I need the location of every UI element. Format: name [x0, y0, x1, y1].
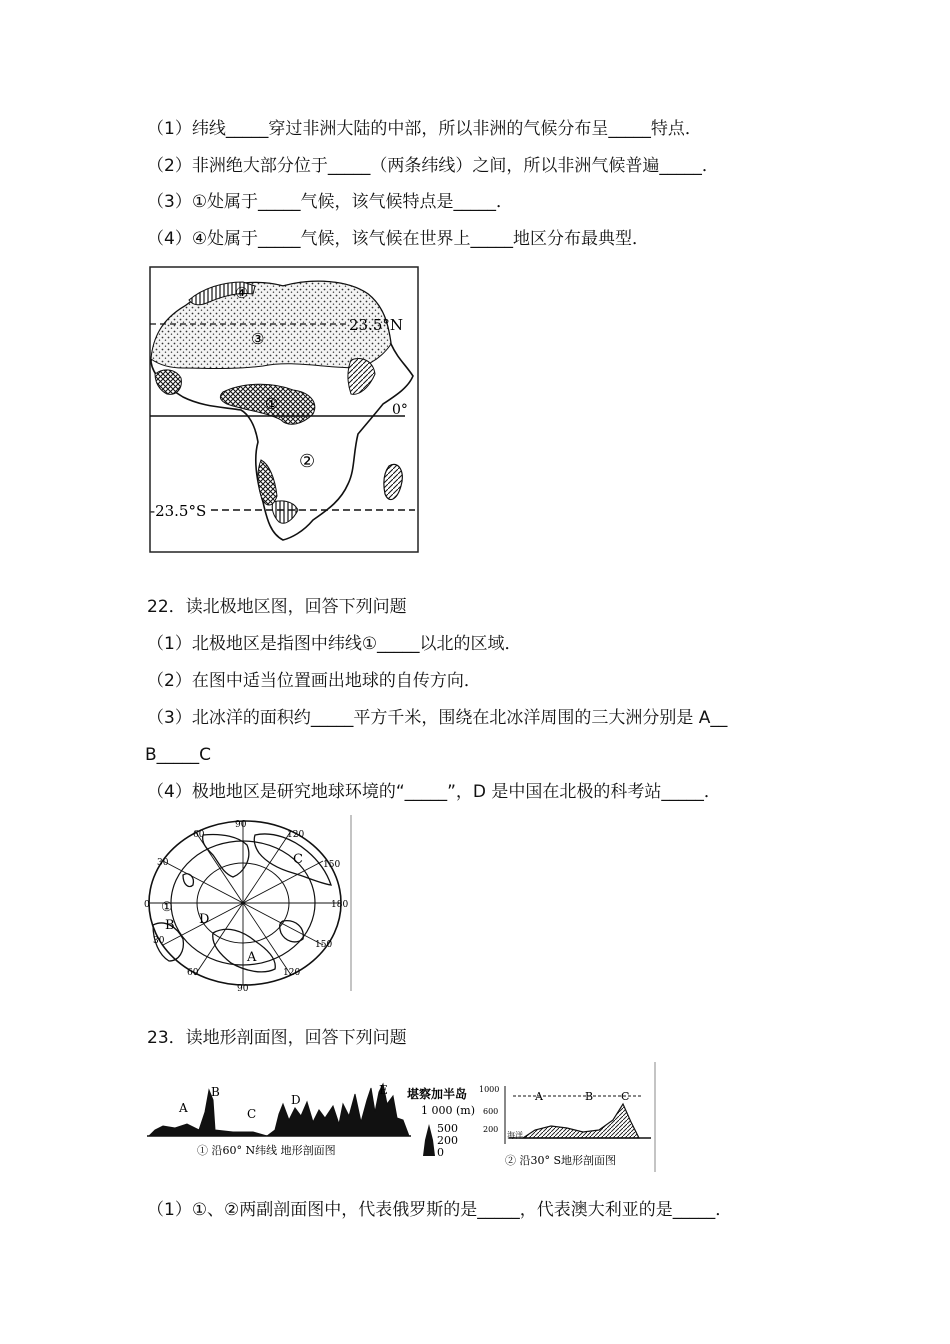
label-23-5s: -23.5°S — [150, 502, 207, 520]
profile-1-letter-a: A — [179, 1101, 188, 1115]
profile-2-letter-b: B — [585, 1090, 594, 1103]
q22-line-1: （1）北极地区是指图中纬线①_____以北的区域． — [147, 634, 522, 654]
arctic-map — [143, 815, 355, 993]
q23-line-1: （1）①、②两副剖面图中，代表俄罗斯的是_____，代表澳大利亚的是_____． — [147, 1200, 733, 1220]
deg-120-br: 120 — [283, 968, 301, 978]
deg-60-tl: 60 — [193, 830, 205, 840]
marker-circle-1: ① — [161, 900, 173, 915]
profile-2-terrain — [523, 1104, 639, 1138]
deg-150-br: 150 — [315, 940, 333, 950]
label-23-5n: 23.5°N — [349, 316, 404, 334]
q22-title: 22．读北极地区图，回答下列问题 — [147, 597, 407, 617]
profile-1-terrain — [149, 1084, 409, 1136]
profile-1-caption: ① 沿60° N纬线 地形剖面图 — [197, 1144, 336, 1157]
letter-a: A — [247, 950, 257, 965]
profile-2-letter-c: C — [621, 1090, 630, 1103]
kamchatka-tick-200: 200 — [437, 1134, 458, 1147]
profile-1-letter-c: C — [247, 1107, 257, 1121]
kamchatka-tick-500: 500 — [437, 1122, 458, 1135]
q21-line-3: （3）①处属于_____气候，该气候特点是_____． — [147, 192, 514, 212]
letter-b: B — [165, 918, 175, 933]
label-equator: 0° — [392, 402, 408, 418]
label-region-4: ④ — [235, 284, 249, 302]
deg-0: 0 — [144, 900, 150, 910]
madagascar — [384, 464, 402, 499]
q22-line-5: （4）极地地区是研究地球环境的“_____”，D 是中国在北极的科考站_____． — [147, 782, 721, 802]
profile-2-ytick-1000: 1000 — [479, 1085, 500, 1094]
q22-line-3: （3）北冰洋的面积约_____平方千米，围绕在北冰洋周围的三大洲分别是 A__ — [147, 708, 728, 728]
kamchatka-unit: 1 000 (m) — [421, 1104, 476, 1117]
profile-2-caption: ② 沿30° S地形剖面图 — [505, 1154, 617, 1167]
label-region-3: ③ — [251, 330, 265, 348]
deg-30-l: 30 — [157, 858, 169, 868]
deg-90-bottom: 90 — [237, 984, 249, 993]
kamchatka-title: 堪察加半岛 — [407, 1087, 468, 1101]
label-region-2: ② — [299, 451, 316, 472]
profile-2-sea: 海洋 — [507, 1131, 523, 1140]
terrain-profiles — [143, 1060, 658, 1175]
q23-title: 23．读地形剖面图，回答下列问题 — [147, 1028, 407, 1048]
deg-180: 180 — [331, 900, 349, 910]
profile-1-letter-e: E — [379, 1083, 388, 1097]
profile-2-ytick-200: 200 — [483, 1125, 499, 1134]
profile-1-letter-b: B — [211, 1085, 220, 1099]
profile-1-letter-d: D — [291, 1093, 301, 1107]
profile-2-letter-a: A — [535, 1090, 543, 1103]
africa-climate-map — [143, 264, 423, 564]
deg-90-top: 90 — [235, 820, 247, 830]
deg-120-tr: 120 — [287, 830, 305, 840]
deg-150-r: 150 — [323, 860, 341, 870]
profile-2-ytick-600: 600 — [483, 1107, 499, 1116]
letter-c: C — [293, 852, 303, 867]
q21-line-1: （1）纬线_____穿过非洲大陆的中部，所以非洲的气候分布呈_____特点． — [147, 119, 702, 139]
savanna-west-area — [155, 370, 181, 394]
letter-d: D — [199, 912, 210, 927]
deg-60-bl: 60 — [187, 968, 199, 978]
kamchatka-tick-0: 0 — [437, 1146, 444, 1159]
meridians — [149, 821, 341, 985]
q21-line-4: （4）④处属于_____气候，该气候在世界上_____地区分布最典型． — [147, 229, 650, 249]
q21-line-2: （2）非洲绝大部分位于_____（两条纬线）之间，所以非洲气候普遍_____． — [147, 156, 719, 176]
deg-30-bl: 30 — [153, 936, 165, 946]
q22-line-4: B_____C — [145, 745, 212, 765]
q22-line-2: （2）在图中适当位置画出地球的自传方向． — [147, 671, 481, 691]
label-region-1: ① — [265, 395, 279, 413]
